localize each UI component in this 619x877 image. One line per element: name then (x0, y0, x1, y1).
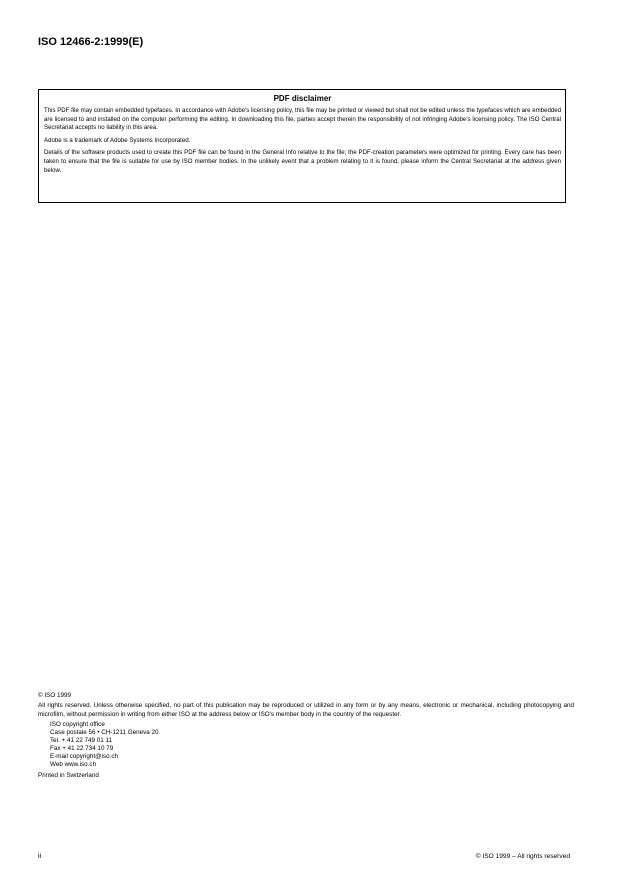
copyright-line: © ISO 1999 (38, 692, 71, 699)
rights-statement: All rights reserved. Unless otherwise specified, no part of this publication may be reproduced or utilized in any form or by any means, electronic or mechanical, including photocopying and microfilm, without permission in writing from either ISO at the address below or ISO's member body in the country of the requester. (38, 702, 574, 718)
footer-copyright: © ISO 1999 – All rights reserved (475, 853, 570, 860)
address-email: E-mail copyright@iso.ch (50, 753, 118, 761)
printed-in: Printed in Switzerland (38, 772, 99, 780)
address-web: Web www.iso.ch (50, 761, 97, 769)
document-code: ISO 12466-2:1999(E) (38, 36, 144, 48)
address-line: Fax + 41 22 734 10 79 (50, 745, 114, 753)
disclaimer-paragraph: This PDF file may contain embedded typefaces. In accordance with Adobe's licensing policy, this file may be printed or viewed but shall not be edited unless the typefaces which are embedded are licensed to and installed on the computer performing the editing. In downloading this file, parties accept therein the responsibility of not infringing Adobe's licensing policy. The ISO Central Secretariat accepts no liability in this area. (44, 107, 561, 132)
disclaimer-paragraph: Adobe is a trademark of Adobe Systems Incorporated. (44, 136, 191, 144)
disclaimer-title: PDF disclaimer (273, 94, 332, 103)
copyright-block (38, 692, 574, 781)
page-number: ii (38, 853, 42, 860)
copyright-office-address (50, 721, 574, 770)
pdf-disclaimer-box (38, 89, 566, 203)
address-line: ISO copyright office (50, 720, 105, 728)
address-line: Tel. + 41 22 749 01 11 (50, 737, 113, 745)
address-line: Case postale 56 • CH-1211 Geneva 20 (50, 728, 159, 736)
disclaimer-paragraph: Details of the software products used to create this PDF file can be found in the General Info relative to the file; the PDF-creation parameters were optimized for printing. Every care has been taken to ensure that the file is suitable for use by ISO member bodies. In the unlikely event that a problem relating to it is found, please inform the Central Secretariat at the address given below. (44, 149, 561, 174)
